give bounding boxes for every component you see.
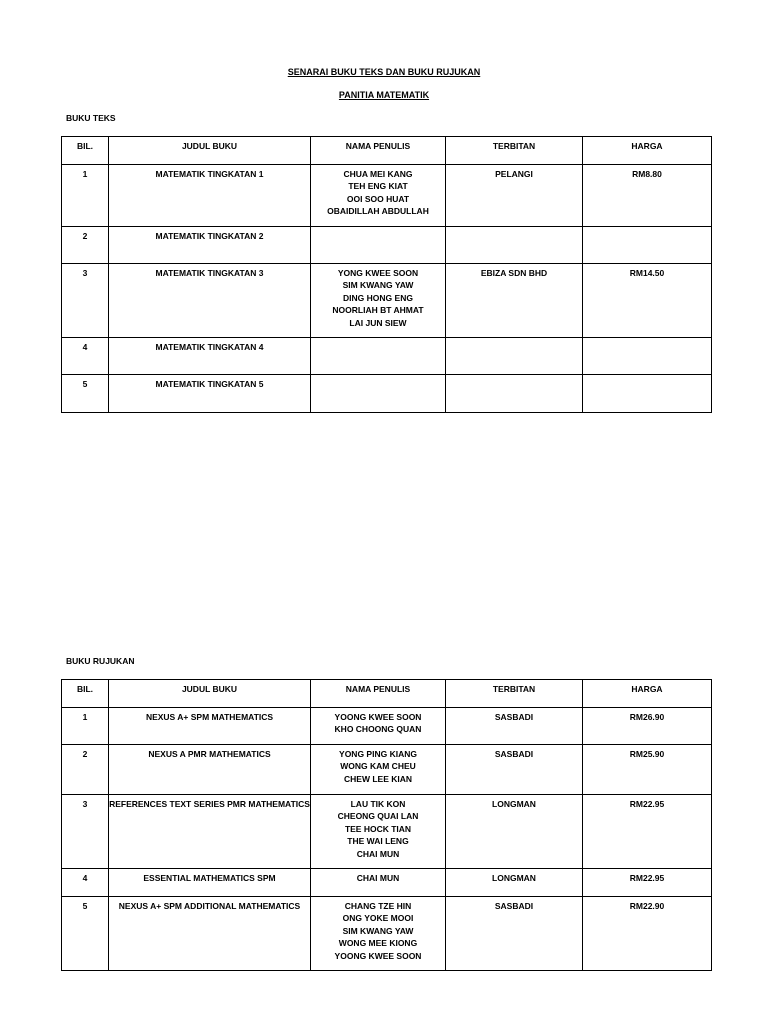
header-harga: HARGA xyxy=(583,137,712,165)
header-nama-penulis: NAMA PENULIS xyxy=(311,680,446,708)
author-name: OBAIDILLAH ABDULLAH xyxy=(327,206,429,217)
cell-terbitan: EBIZA SDN BHD xyxy=(446,264,583,338)
cell-harga: RM14.50 xyxy=(583,264,712,338)
author-name: CHAI MUN xyxy=(356,848,400,859)
document-subtitle: PANITIA MATEMATIK xyxy=(338,90,430,100)
cell-nama-penulis xyxy=(311,227,446,264)
cell-terbitan xyxy=(446,227,583,264)
author-name: WONG KAM CHEU xyxy=(340,761,416,772)
author-name: DING HONG ENG xyxy=(343,292,413,303)
table-header-row xyxy=(62,680,712,708)
cell-harga: RM26.90 xyxy=(583,708,712,745)
header-judul-buku: JUDUL BUKU xyxy=(109,680,311,708)
author-name: CHEONG QUAI LAN xyxy=(337,811,419,822)
buku-rujukan-table xyxy=(61,679,712,971)
cell-bil: 4 xyxy=(62,338,109,375)
cell-nama-penulis xyxy=(311,165,446,227)
cell-bil: 4 xyxy=(62,869,109,897)
cell-bil: 5 xyxy=(62,897,109,971)
cell-terbitan xyxy=(446,375,583,413)
document-title: SENARAI BUKU TEKS DAN BUKU RUJUKAN xyxy=(287,67,481,77)
cell-bil: 3 xyxy=(62,264,109,338)
cell-nama-penulis xyxy=(311,264,446,338)
author-name: CHAI MUN xyxy=(356,873,400,883)
buku-teks-table xyxy=(61,136,712,413)
cell-judul-buku: MATEMATIK TINGKATAN 3 xyxy=(109,264,311,338)
author-name: YOONG KWEE SOON xyxy=(334,950,422,961)
cell-judul-buku: MATEMATIK TINGKATAN 2 xyxy=(109,227,311,264)
cell-harga xyxy=(583,375,712,413)
table-row xyxy=(62,795,712,869)
cell-terbitan: SASBADI xyxy=(446,745,583,795)
header-bil: BIL. xyxy=(62,137,109,165)
header-terbitan: TERBITAN xyxy=(446,137,583,165)
author-name: SIM KWANG YAW xyxy=(342,925,414,936)
table-row xyxy=(62,165,712,227)
cell-nama-penulis xyxy=(311,795,446,869)
author-name: YONG PING KIANG xyxy=(339,749,417,759)
cell-harga: RM22.95 xyxy=(583,795,712,869)
cell-harga xyxy=(583,338,712,375)
cell-harga: RM25.90 xyxy=(583,745,712,795)
table-row xyxy=(62,264,712,338)
author-name: CHUA MEI KANG xyxy=(343,169,413,179)
cell-nama-penulis xyxy=(311,708,446,745)
cell-bil: 2 xyxy=(62,227,109,264)
section-label-buku-rujukan: BUKU RUJUKAN xyxy=(66,656,135,666)
cell-nama-penulis xyxy=(311,745,446,795)
table-row xyxy=(62,227,712,264)
cell-terbitan xyxy=(446,338,583,375)
table-row xyxy=(62,897,712,971)
author-name: LAU TIK KON xyxy=(350,799,406,809)
cell-judul-buku: MATEMATIK TINGKATAN 4 xyxy=(109,338,311,375)
cell-nama-penulis xyxy=(311,375,446,413)
cell-judul-buku: MATEMATIK TINGKATAN 5 xyxy=(109,375,311,413)
cell-judul-buku: MATEMATIK TINGKATAN 1 xyxy=(109,165,311,227)
cell-terbitan: SASBADI xyxy=(446,897,583,971)
cell-terbitan: SASBADI xyxy=(446,708,583,745)
table-row xyxy=(62,708,712,745)
cell-harga: RM22.90 xyxy=(583,897,712,971)
header-judul-buku: JUDUL BUKU xyxy=(109,137,311,165)
header-bil: BIL. xyxy=(62,680,109,708)
cell-bil: 1 xyxy=(62,708,109,745)
table-row xyxy=(62,338,712,375)
header-terbitan: TERBITAN xyxy=(446,680,583,708)
author-name: YOONG KWEE SOON xyxy=(334,712,422,722)
cell-judul-buku: ESSENTIAL MATHEMATICS SPM xyxy=(109,869,311,897)
author-name: ONG YOKE MOOI xyxy=(342,913,414,924)
cell-harga: RM22.95 xyxy=(583,869,712,897)
cell-bil: 5 xyxy=(62,375,109,413)
cell-judul-buku: NEXUS A+ SPM MATHEMATICS xyxy=(109,708,311,745)
author-name: NOORLIAH BT AHMAT xyxy=(332,305,424,316)
author-name: YONG KWEE SOON xyxy=(337,268,419,278)
cell-terbitan: PELANGI xyxy=(446,165,583,227)
cell-judul-buku: NEXUS A PMR MATHEMATICS xyxy=(109,745,311,795)
header-harga: HARGA xyxy=(583,680,712,708)
cell-bil: 1 xyxy=(62,165,109,227)
table-row xyxy=(62,375,712,413)
author-name: LAI JUN SIEW xyxy=(349,317,407,328)
author-name: WONG MEE KIONG xyxy=(338,938,418,949)
cell-judul-buku: REFERENCES TEXT SERIES PMR MATHEMATICS xyxy=(109,795,311,869)
section-label-buku-teks: BUKU TEKS xyxy=(66,113,116,123)
author-name: OOI SOO HUAT xyxy=(346,193,410,204)
cell-nama-penulis xyxy=(311,897,446,971)
cell-harga: RM8.80 xyxy=(583,165,712,227)
author-name: CHEW LEE KIAN xyxy=(344,773,412,784)
table-row xyxy=(62,745,712,795)
cell-terbitan: LONGMAN xyxy=(446,869,583,897)
table-header-row xyxy=(62,137,712,165)
header-nama-penulis: NAMA PENULIS xyxy=(311,137,446,165)
table-row xyxy=(62,869,712,897)
cell-nama-penulis xyxy=(311,338,446,375)
cell-nama-penulis xyxy=(311,869,446,897)
cell-judul-buku: NEXUS A+ SPM ADDITIONAL MATHEMATICS xyxy=(109,897,311,971)
author-name: THE WAI LENG xyxy=(347,836,409,847)
author-name: SIM KWANG YAW xyxy=(342,280,414,291)
cell-terbitan: LONGMAN xyxy=(446,795,583,869)
author-name: TEH ENG KIAT xyxy=(348,181,408,192)
author-name: KHO CHOONG QUAN xyxy=(334,724,422,735)
author-name: CHANG TZE HIN xyxy=(344,901,412,911)
cell-bil: 2 xyxy=(62,745,109,795)
cell-harga xyxy=(583,227,712,264)
author-name: TEE HOCK TIAN xyxy=(344,823,412,834)
cell-bil: 3 xyxy=(62,795,109,869)
